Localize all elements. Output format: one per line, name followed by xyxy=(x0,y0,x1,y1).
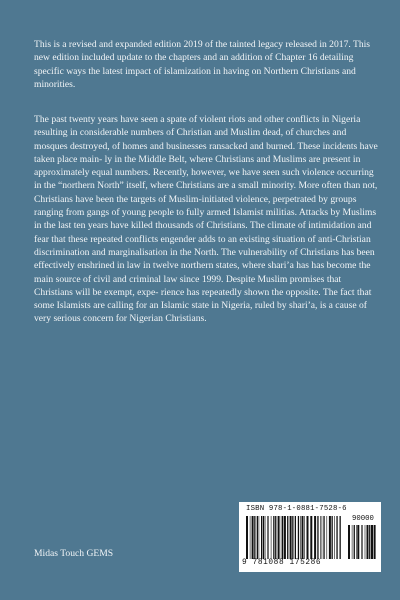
barcode-bar xyxy=(329,516,331,559)
barcode-bar xyxy=(263,516,264,559)
barcode-bar xyxy=(310,516,312,559)
barcode-bar xyxy=(268,516,269,559)
barcode-bar xyxy=(332,516,333,559)
barcode-bar xyxy=(369,525,370,559)
barcode-bar xyxy=(314,516,316,559)
barcode-bar xyxy=(307,516,309,559)
barcode-bar xyxy=(356,525,357,559)
barcode-bar xyxy=(275,516,276,559)
barcode-bar xyxy=(352,525,353,559)
barcode-bar xyxy=(246,516,248,559)
barcode-bar xyxy=(292,516,293,559)
barcode-bar xyxy=(284,516,286,559)
barcode-bar xyxy=(287,516,288,559)
barcode-bar xyxy=(302,516,304,559)
barcode-bar xyxy=(261,516,262,559)
barcode-bar xyxy=(290,516,292,559)
barcode-bar xyxy=(348,525,350,559)
barcode-bar xyxy=(327,516,328,559)
barcode-bar xyxy=(367,525,369,559)
barcode-bar xyxy=(267,516,268,559)
ean-digits: 9 781088 175286 xyxy=(242,559,322,567)
barcode-bar xyxy=(320,516,321,559)
barcode-bar xyxy=(340,516,341,559)
blurb-paragraph-2: The past twenty years have seen a spate of violent riots and other conflicts in Nigeria resulting in considerable numbers of Christian and Muslim dead, of churches and mosques destroyed, of homes and businesses ransacked and burned. These incidents have taken place main- ly in the Middle Belt, where Christians and Muslims are present in approximately equal numbers. Recently, however, we have seen such violence occurring in the “northern North” itself, where Christians are a small minority. More often than not, Christians have been the targets of Muslim-initiated violence, perpetrated by groups ranging from gangs of young people to fully armed Islamist militias. Attacks by Muslims in the last ten years have killed thousands of Christians. The climate of intimidation and fear that these repeated conflicts engender adds to an existing situation of anti-Christian discrimination and marginalisation in the North. The vulnerability of Christians has been effectively enshrined in law in twelve northern states, where shari’a has has become the main source of civil and criminal law since 1999. Despite Muslim promises that Christians will be exempt, expe- rience has repeatedly shown the opposite. The fact that some Islamists are calling for an Islamic state in Nigeria, ruled by shari’a, is a cause of very serious concern for Nigerian Christians. xyxy=(34,114,378,325)
barcode-bar xyxy=(365,525,366,559)
barcode-bar xyxy=(252,516,254,559)
barcode-bar xyxy=(282,516,283,559)
barcode-bar xyxy=(250,516,251,559)
barcode-bar xyxy=(300,516,301,559)
barcode-bar xyxy=(304,516,305,559)
barcode-bar xyxy=(254,516,255,559)
barcode-bar xyxy=(281,516,282,559)
barcode-bar xyxy=(371,525,373,559)
barcode-bar xyxy=(322,516,323,559)
addon-barcode-bars xyxy=(348,525,378,559)
barcode-bar xyxy=(295,516,296,559)
addon-code: 90000 xyxy=(352,515,374,523)
barcode-bar xyxy=(257,516,258,559)
isbn-barcode xyxy=(239,502,381,572)
barcode-bar xyxy=(374,525,376,559)
barcode-bar xyxy=(271,516,272,559)
barcode-bar xyxy=(317,516,318,559)
barcode-bar xyxy=(265,516,266,559)
barcode-bar xyxy=(362,525,363,559)
barcode-bar xyxy=(361,525,362,559)
barcode-bar xyxy=(278,516,280,559)
ean-barcode-bars xyxy=(246,516,342,559)
barcode-bar xyxy=(336,516,337,559)
barcode-bar xyxy=(273,516,274,559)
barcode-bar xyxy=(259,516,260,559)
barcode-bar xyxy=(354,525,355,559)
barcode-bar xyxy=(334,516,335,559)
isbn-label: ISBN 978-1-0881-7528-6 xyxy=(246,505,347,513)
publisher-name: Midas Touch GEMS xyxy=(34,548,114,559)
barcode-bar xyxy=(298,516,299,559)
blurb-paragraph-1: This is a revised and expanded edition 2019 of the tainted legacy released in 2017. This new edition included update to the chapters and an addition of Chapter 16 detailing specific ways the latest impact of islamization in having on Northern Christians and minorities. xyxy=(34,39,371,90)
barcode-bar xyxy=(323,516,324,559)
barcode-bar xyxy=(357,525,359,559)
